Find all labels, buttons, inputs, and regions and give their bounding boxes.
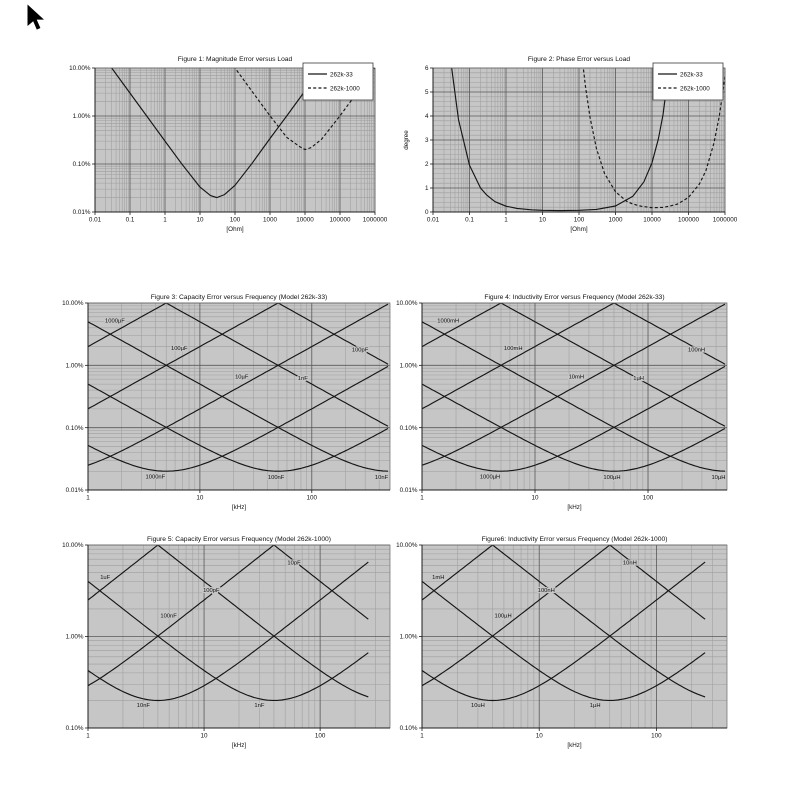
svg-text:100µH: 100µH [494,613,512,620]
figure-6-canvas [374,530,764,760]
svg-text:0: 0 [424,209,429,217]
figure-1-canvas [40,50,388,255]
svg-text:100µH: 100µH [603,475,621,482]
svg-text:10µF: 10µF [235,374,249,381]
svg-text:100: 100 [573,216,585,224]
plot-area [69,63,388,233]
svg-text:0.10%: 0.10% [65,725,84,733]
svg-text:1.00%: 1.00% [399,362,418,370]
svg-text:1: 1 [504,216,508,224]
svg-text:1: 1 [86,494,90,502]
svg-text:[kHz]: [kHz] [567,742,582,749]
svg-text:10.00%: 10.00% [396,542,418,550]
svg-text:0.1: 0.1 [465,216,474,224]
svg-text:262k-33: 262k-33 [330,71,353,79]
svg-text:0.1: 0.1 [125,216,135,224]
svg-text:262k-33: 262k-33 [680,71,703,79]
svg-text:100000: 100000 [329,216,351,224]
svg-text:1000µH: 1000µH [479,474,501,481]
plot-area [403,49,738,233]
svg-text:10000: 10000 [643,216,661,224]
chart-title: Figure 5: Capacity Error versus Frequency (Model 262k-1000) [147,536,331,543]
svg-text:1µH: 1µH [633,376,644,383]
svg-text:0.01%: 0.01% [399,487,418,495]
svg-text:[kHz]: [kHz] [231,742,247,749]
svg-text:1nF: 1nF [254,702,265,709]
svg-text:1000000: 1000000 [712,216,738,224]
svg-text:100: 100 [314,732,326,740]
svg-text:1.00%: 1.00% [72,113,91,121]
figure-3-chart [40,288,402,518]
chart-title: Figure 4: Inductivity Error versus Frequency (Model 262k-33) [484,294,665,301]
svg-text:[kHz]: [kHz] [231,504,247,511]
figure-3-canvas [40,288,402,518]
svg-text:10: 10 [196,216,204,224]
svg-text:10nF: 10nF [136,702,150,709]
chart-title: Figure 1: Magnitude Error versus Load [177,56,293,63]
svg-text:1: 1 [420,732,424,740]
svg-text:100: 100 [306,494,318,502]
figure-4-canvas [374,288,764,518]
svg-text:10.00%: 10.00% [62,542,84,550]
svg-text:100: 100 [229,216,241,224]
svg-text:1000000: 1000000 [362,216,388,224]
svg-text:1000µF: 1000µF [105,318,125,325]
svg-text:6: 6 [424,65,429,73]
svg-text:4: 4 [424,113,429,121]
svg-text:100nH: 100nH [537,588,555,595]
svg-text:0.01%: 0.01% [65,487,84,495]
svg-text:100nF: 100nF [267,475,285,482]
svg-text:[Ohm]: [Ohm] [226,226,244,233]
figure-2-canvas [400,50,748,255]
svg-text:1: 1 [163,216,167,224]
svg-text:1000: 1000 [262,216,278,224]
mouse-cursor-icon [26,4,50,34]
svg-text:10000: 10000 [296,216,314,224]
svg-text:0.01: 0.01 [88,216,102,224]
svg-text:1µH: 1µH [589,702,601,709]
svg-text:10.00%: 10.00% [396,300,418,308]
svg-text:1.00%: 1.00% [65,362,84,370]
svg-text:10: 10 [531,494,539,502]
svg-text:100: 100 [651,732,662,740]
svg-text:10: 10 [200,732,208,740]
svg-text:10µH: 10µH [711,474,726,481]
svg-text:262k-1000: 262k-1000 [330,85,360,93]
svg-text:0.10%: 0.10% [72,161,91,169]
svg-text:1000: 1000 [608,216,623,224]
figure-5-chart [40,530,402,760]
svg-text:10.00%: 10.00% [62,300,84,308]
svg-text:10uH: 10uH [470,702,485,709]
svg-text:0.10%: 0.10% [399,725,418,733]
svg-text:0.10%: 0.10% [399,424,418,432]
figure-1-chart [40,50,388,255]
svg-text:100: 100 [642,494,654,502]
svg-text:1: 1 [424,185,429,193]
svg-text:0.10%: 0.10% [65,424,84,432]
svg-text:10.00%: 10.00% [69,65,91,73]
svg-text:100nH: 100nH [688,347,706,354]
figure-4-chart [374,288,764,518]
svg-text:100pF: 100pF [351,347,369,354]
svg-text:0.01: 0.01 [426,216,440,224]
svg-text:100pF: 100pF [203,588,220,595]
svg-text:100µF: 100µF [170,346,188,353]
svg-text:1.00%: 1.00% [65,633,84,641]
svg-text:[Ohm]: [Ohm] [570,226,588,233]
svg-text:10mH: 10mH [568,374,585,381]
svg-text:1000nF: 1000nF [145,474,166,481]
svg-text:1mH: 1mH [432,574,445,581]
svg-text:10pF: 10pF [287,560,301,567]
chart-title: Figure6: Inductivity Error versus Frequency (Model 262k-1000) [481,536,668,543]
svg-text:3: 3 [424,137,429,145]
svg-text:10: 10 [538,216,547,224]
svg-text:10: 10 [535,732,543,740]
svg-text:1: 1 [420,494,424,502]
figure-6-chart [374,530,764,760]
figure-5-canvas [40,530,402,760]
svg-text:10nF: 10nF [374,474,389,481]
svg-text:262k-1000: 262k-1000 [680,85,710,93]
chart-title: Figure 2: Phase Error versus Load [527,56,631,63]
mouse-cursor-shape [26,4,50,34]
svg-text:degree: degree [403,130,410,150]
svg-text:1.00%: 1.00% [399,633,418,641]
svg-text:1000mH: 1000mH [437,318,460,325]
svg-text:10: 10 [196,494,204,502]
figure-2-chart [400,50,748,255]
svg-text:[kHz]: [kHz] [567,504,582,511]
svg-text:100mH: 100mH [503,346,523,353]
svg-text:100nF: 100nF [160,613,177,620]
svg-text:100000: 100000 [677,216,700,224]
svg-text:1uF: 1uF [100,574,111,581]
chart-title: Figure 3: Capacity Error versus Frequency (Model 262k-33) [150,294,328,301]
svg-text:10nH: 10nH [622,560,637,567]
svg-text:5: 5 [424,89,429,97]
svg-text:2: 2 [424,161,429,169]
svg-text:0.01%: 0.01% [72,209,91,217]
svg-text:1nF: 1nF [297,376,308,383]
svg-text:1: 1 [86,732,90,740]
